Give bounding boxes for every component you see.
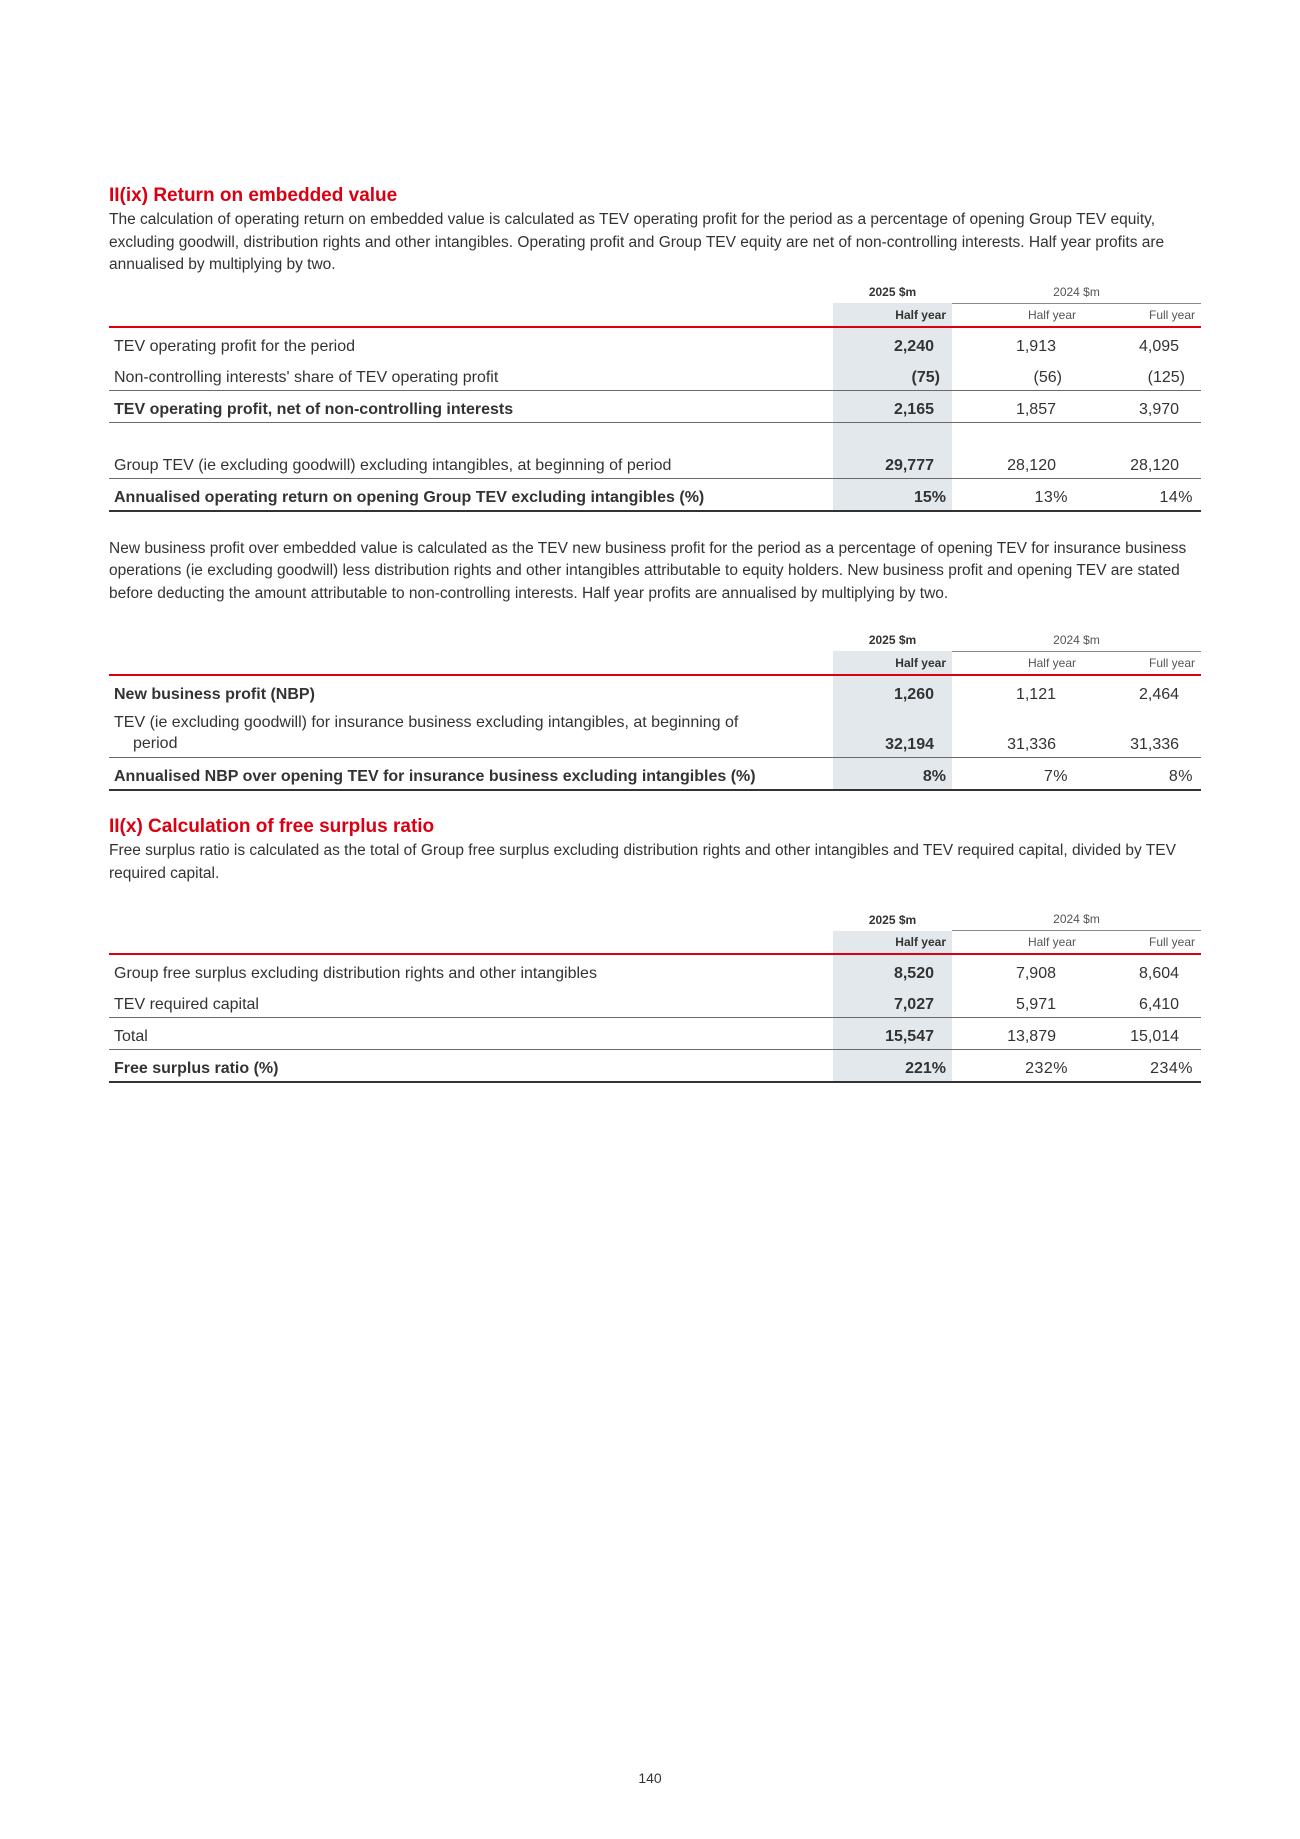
table-free-surplus-ratio — [109, 910, 1201, 1083]
header-full-year-2024: Full year — [1082, 303, 1201, 327]
header-2024: 2024 $m — [952, 631, 1201, 652]
value-hy2024: 232% — [952, 1050, 1082, 1083]
table-row — [109, 707, 1201, 758]
row-label: Non-controlling interests' share of TEV operating profit — [109, 359, 833, 391]
value-hy2024: 1,857 — [952, 390, 1082, 422]
header-full-year-2024: Full year — [1082, 931, 1201, 955]
value-fy2024: 4,095 — [1138, 337, 1180, 355]
row-label: Free surplus ratio (%) — [109, 1050, 833, 1083]
table-header-periods — [109, 931, 1201, 955]
table-row — [109, 327, 1201, 359]
table-header-years — [109, 283, 1201, 304]
row-label: Annualised NBP over opening TEV for insurance business excluding intangibles (%) — [109, 758, 833, 791]
value-fy2024: 8,604 — [1138, 965, 1180, 983]
table-row — [109, 447, 1201, 479]
row-label: Group free surplus excluding distribution rights and other intangibles — [114, 965, 597, 983]
value-hy2024: 5,971 — [952, 986, 1082, 1018]
header-half-year-2025: Half year — [833, 651, 952, 675]
section-intro-nbp: New business profit over embedded value is calculated as the TEV new business profit for the period as a percentage of opening TEV for insurance business operations (ie excluding goodwill) less distribution rights and other intangibles attributable to equity holders. New business profit and opening TEV are stated before deducting the amount attributable to non-controlling interests. Half year profits are annualised by multiplying by two. — [109, 539, 1187, 602]
row-label: TEV required capital — [109, 986, 833, 1018]
row-label: Total — [109, 1018, 833, 1050]
value-hy2024: 28,120 — [952, 447, 1082, 479]
value-hy2025: 8,520 — [833, 954, 952, 986]
table-row — [109, 675, 1201, 707]
header-2024: 2024 $m — [952, 283, 1201, 304]
value-hy2024: 13,879 — [952, 1018, 1082, 1050]
table-row — [109, 359, 1201, 391]
table-row — [109, 478, 1201, 511]
header-2025: 2025 $m — [833, 631, 952, 652]
value-hy2025: 7,027 — [833, 986, 952, 1018]
value-fy2024: 6,410 — [1082, 986, 1201, 1018]
header-half-year-2024: Half year — [952, 651, 1082, 675]
section-intro-return-on-ev: The calculation of operating return on embedded value is calculated as TEV operating profit for the period as a percentage of opening Group TEV equity, excluding goodwill, distribution rights and other intangibles. Operating profit and Group TEV equity are net of non-controlling interests. Half year profits are annualised by multiplying by two. — [109, 211, 1165, 274]
header-half-year-2025: Half year — [833, 303, 952, 327]
row-label: Annualised operating return on opening Group TEV excluding intangibles (%) — [109, 478, 833, 511]
header-half-year-2025: Half year — [833, 931, 952, 955]
header-full-year-2024: Full year — [1082, 651, 1201, 675]
row-label: TEV operating profit, net of non-controlling interests — [109, 390, 833, 422]
table-row — [109, 758, 1201, 791]
value-fy2024: 15,014 — [1082, 1018, 1201, 1050]
value-fy2024: 234% — [1082, 1050, 1201, 1083]
header-half-year-2024: Half year — [952, 931, 1082, 955]
value-hy2025: 221% — [833, 1050, 952, 1083]
value-hy2025: 15,547 — [833, 1018, 952, 1050]
row-label: TEV operating profit for the period — [114, 337, 356, 355]
value-hy2024: 7,908 — [1015, 965, 1056, 983]
value-hy2025: 29,777 — [833, 447, 952, 479]
row-label-line2: period — [133, 735, 178, 753]
value-hy2025: 2,240 — [833, 327, 952, 359]
table-row — [109, 986, 1201, 1018]
table-return-on-ev — [109, 283, 1201, 512]
value-fy2024: 14% — [1082, 478, 1201, 511]
value-hy2025: 1,260 — [833, 675, 952, 707]
table-row — [109, 954, 1201, 986]
table-row — [109, 1018, 1201, 1050]
header-2025: 2025 $m — [833, 910, 952, 931]
table-nbp-over-ev — [109, 631, 1201, 792]
value-hy2025: 2,165 — [833, 390, 952, 422]
row-label: New business profit (NBP) — [114, 685, 315, 703]
header-2025: 2025 $m — [833, 283, 952, 304]
page-number: 140 — [638, 1770, 662, 1786]
value-fy2024: 2,464 — [1138, 685, 1180, 703]
value-fy2024: 3,970 — [1082, 390, 1201, 422]
table-header-years — [109, 910, 1201, 931]
table-header-periods — [109, 303, 1201, 327]
section-intro-free-surplus: Free surplus ratio is calculated as the total of Group free surplus excluding distribution rights and other intangibles and TEV required capital, divided by TEV required capital. — [109, 842, 1176, 882]
value-hy2024: 31,336 — [952, 707, 1082, 758]
row-label — [109, 707, 833, 758]
value-fy2024: 8% — [1082, 758, 1201, 791]
value-hy2024: (56) — [952, 359, 1082, 391]
table-header-years — [109, 631, 1201, 652]
value-hy2024: 7% — [952, 758, 1082, 791]
section-title-free-surplus: II(x) Calculation of free surplus ratio — [109, 816, 435, 838]
value-hy2024: 1,913 — [1015, 337, 1056, 355]
page-content — [109, 0, 1201, 1083]
table-header-periods — [109, 651, 1201, 675]
value-hy2024: 1,121 — [1015, 685, 1056, 703]
row-label-line1: TEV (ie excluding goodwill) for insurance business excluding intangibles, at beginning of — [114, 714, 739, 732]
value-fy2024: (125) — [1082, 359, 1201, 391]
table-row — [109, 390, 1201, 422]
value-fy2024: 28,120 — [1082, 447, 1201, 479]
header-half-year-2024: Half year — [952, 303, 1082, 327]
value-hy2025: 15% — [833, 478, 952, 511]
value-hy2025: (75) — [833, 359, 952, 391]
value-fy2024: 31,336 — [1082, 707, 1201, 758]
table-row — [109, 1050, 1201, 1083]
section-title-return-on-ev: II(ix) Return on embedded value — [109, 185, 398, 206]
row-label: Group TEV (ie excluding goodwill) excluding intangibles, at beginning of period — [109, 447, 833, 479]
value-hy2025: 8% — [833, 758, 952, 791]
value-hy2024: 13% — [952, 478, 1082, 511]
value-hy2025: 32,194 — [833, 707, 952, 758]
header-2024: 2024 $m — [952, 910, 1201, 931]
